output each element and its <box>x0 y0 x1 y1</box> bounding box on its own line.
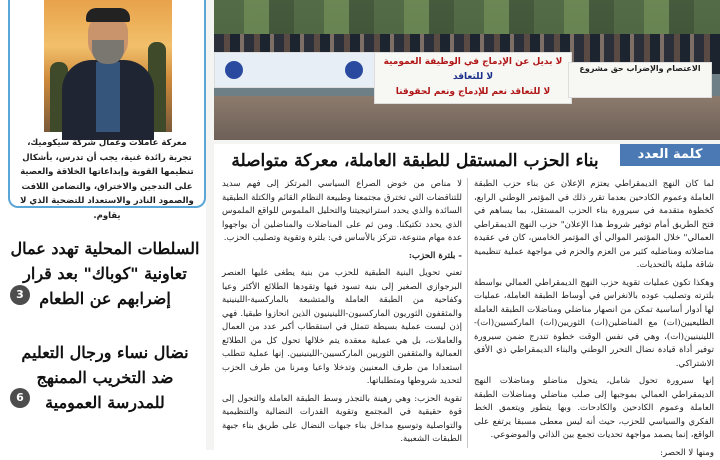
protest-banner: لا بديل عن الإدماج في الوظيفة العمومية لا للتعاقد لا للتعاقد نعم للإدماج ونعم لحقوقنا <box>374 52 572 104</box>
paragraph: ومنها لا الحصر: <box>474 447 714 460</box>
paragraph: وهكذا تكون عمليات تقوية حزب النهج الديمقراطي العمالي بواسطة بلترته وتصليب عوده بالانغراس في أوساط الطبقة العاملة، عمليات لها أدوار أساسية تمكن من انصهار مناضلي ومناضلات الطبقة العاملة الطليعيين(ات) مع المناضلين(ات) الثوريين(ات) الماركسيين(ات)- اللينينيين(ات)، وهي في نفس الوقت خطوة تندرج ضمن سيرورة توفير أداة قيادة نضال التحرر الوطني والبناء الديمقراطي ذي الأفق الاشتراكي. <box>474 277 714 372</box>
page-number-badge: 3 <box>10 285 30 305</box>
paragraph: إنها سيرورة تحول شامل، يتحول مناضلو ومناضلات النهج الديمقراطي العمالي بموجبها إلى صلب مناضلي ومناضلات الطبقة العاملة وعموم الكادحين والكادحات. وبها يتطور ويتعمق الخط الفكري والسياسي للحزب، حيث أنه ليس معطى مسبقا يرتفع على الواقع، إنما يصمد مواجهة تحديات تجمع بين الذاتي والموضوعي. <box>474 375 714 443</box>
protest-banner-side: الاعتصام والإضراب حق مشروع <box>568 62 712 98</box>
paragraph: تقوية الحزب: وهي رهينة بالتجذر وسط الطبقة العاملة والتحول إلى قوة حقيقية في المجتمع وتقوية القدرات النضالية والتنظيمية والتواصلية وتوسيع مداخل بناء جبهات النضال على طريق بناء جبهة الطبقات الشعبية. <box>222 393 462 447</box>
union-logo-icon <box>345 61 363 79</box>
banner-logos <box>214 52 376 88</box>
worker-photo <box>44 0 172 132</box>
paragraph: لا مناص من خوض الصراع السياسي المرتكز إلى فهم سديد للتناقضات التي تخترق مجتمعنا وطبيعة النظام القائم والكتلة الطبقية السائدة والذي يحدد استراتيجيتنا والتحليل الملموس للواقع الملموس الذي يحدد تكتيكنا. ومن ثم على المناضلات والمناضلين أن يواجهوا عدة مهام متنوعة، تتركز بالأساس في: بلترة وتقوية وتصليب الحزب. <box>222 178 462 246</box>
section-label: كلمة العدد <box>620 144 720 166</box>
article-column-right <box>474 178 714 450</box>
profile-card <box>8 0 206 208</box>
paragraph: لما كان النهج الديمقراطي يعتزم الإعلان عن بناء حزب الطبقة العاملة وعموم الكادحين بعدما تقرر ذلك في المؤتمر الوطني الرابع، كخطوة متقدمة في سيرورة بناء الحزب المستقل، بما يساهم في فتح الطريق أمام توفير شروط هذا الإعلان" حزب النهج الديمقراطي العمالي" خلال المؤتمر الموالي أي المؤتمر الخامس، كان في عقيدة مناضلاته ومناضليه كثير من العزم والحزم في مواجهة عملية تنظيمية شاقة مليئة بالتحديات. <box>474 178 714 273</box>
editorial-article <box>214 144 720 450</box>
subheading: - بلترة الحزب: <box>222 250 462 264</box>
protest-photo <box>214 0 720 140</box>
column-divider <box>467 178 468 448</box>
article-headline[interactable]: بناء الحزب المستقل للطبقة العاملة، معركة متواصلة <box>218 148 612 174</box>
union-logo-icon <box>225 61 243 79</box>
left-column <box>0 0 206 450</box>
paragraph: تعني تحويل البنية الطبقية للحزب من بنية يطغى عليها العنصر البرجوازي الصغير إلى بنية تسود فيها وتقودها الطلائع الأكثر وعيا وكفاحية من الطبقة العاملة والمتشبعة بالماركسية-اللينينية والمثقفون الثوريون الماركسيون-اللينينيون الذين انحازوا طبقيا. فهي إذن ليست عملية بسيطة تتمثل في استقطاب أكبر عدد من العمال والعاملات، بل هي عملية معقدة يتم خلالها تحول كل من الطلائع العمالية والمثقفين الثوريين الماركسيين-اللينينيين. إنها عملية تتطلب استعدادا من طرف المعنيين وتدخلا واعيا ومرنا من طرف الحزب لتحديد شروطها ومتطلباتها. <box>222 267 462 389</box>
teaser-headline[interactable]: السلطات المحلية تهدد عمال تعاونية "كوباك" بعد قرار إضرابهم عن الطعام <box>8 236 202 311</box>
teaser-headline[interactable]: نضال نساء ورجال التعليم ضد التخريب الممنهج للمدرسة العمومية <box>8 340 202 415</box>
article-column-left <box>222 178 462 450</box>
profile-caption: معركة عاملات وعمال شركة سيكوميك، تجربة رائدة غنية، يجب أن تدرس، بأشكال تنظيمها القوية وإبداعاتها الخلاقة والعصية على التدجين والاختراق، والتضامن اللافت والصمود النادر والاستعداد للتضحية الذي لا يقاوم. <box>16 136 198 223</box>
page-number-badge: 6 <box>10 388 30 408</box>
